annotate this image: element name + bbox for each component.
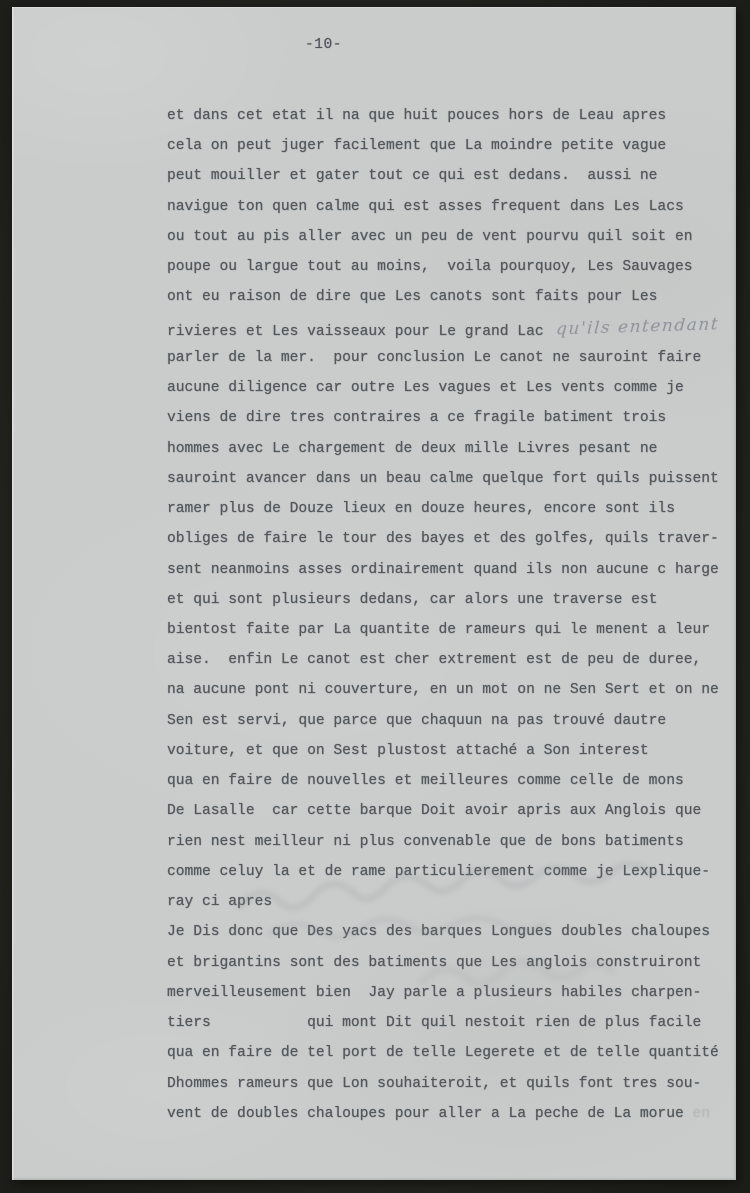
text-line: rivieres et Les vaisseaux pour Le grand Lac qu'ils entendant — [167, 314, 721, 340]
text-line: qua en faire de tel port de telle Legerete et de telle quantité — [167, 1045, 719, 1062]
text-line: comme celuy la et de rame particulierement comme je Lexplique- — [167, 863, 710, 880]
text-line: ou tout au pis aller avec un peu de vent pourvu quil soit en — [167, 228, 693, 245]
text-line: hommes avec Le chargement de deux mille Livres pesant ne — [167, 440, 658, 457]
text-line: ramer plus de Douze lieux en douze heures, encore sont ils — [167, 501, 675, 518]
text-line: et brigantins sont des batiments que Les anglois construiront — [167, 954, 702, 971]
document-page — [12, 7, 736, 1180]
text-line: sauroint avancer dans un beau calme quelque fort quils puissent — [167, 470, 719, 487]
text-line: merveilleusement bien Jay parle a plusieurs habiles charpen- — [167, 984, 702, 1001]
text-line: aucune diligence car outre Les vagues et Les vents comme je — [167, 380, 684, 397]
text-line: et dans cet etat il na que huit pouces hors de Leau apres — [167, 108, 667, 124]
text-line: voiture, et que on Sest plustost attaché a Son interest — [167, 742, 649, 759]
text-line: navigue ton quen calme qui est asses frequent dans Les Lacs — [167, 198, 684, 215]
text-line: ray ci apres — [167, 894, 273, 911]
text-line: et qui sont plusieurs dedans, car alors une traverse est — [167, 591, 658, 608]
faint-word: en — [692, 1105, 710, 1122]
text-line: vent de doubles chaloupes pour aller a La peche de La morue en — [167, 1105, 710, 1122]
text-line: peut mouiller et gater tout ce qui est dedans. aussi ne — [167, 168, 658, 185]
text-line: ont eu raison de dire que Les canots sont faits pour Les — [167, 289, 658, 306]
text-line: qua en faire de nouvelles et meilleures comme celle de mons — [167, 773, 684, 790]
text-line: Dhommes rameurs que Lon souhaiteroit, et quils font tres sou- — [167, 1075, 702, 1092]
text-line: viens de dire tres contraires a ce fragile batiment trois — [167, 410, 667, 427]
text-line: De Lasalle car cette barque Doit avoir apris aux Anglois que — [167, 803, 702, 820]
text-line: cela on peut juger facilement que La moindre petite vague — [167, 138, 667, 155]
text-line: sent neanmoins asses ordinairement quand ils non aucune c harge — [167, 561, 719, 578]
text-line: Je Dis donc que Des yacs des barques Longues doubles chaloupes — [167, 924, 710, 941]
handwritten-annotation: qu'ils entendant — [555, 314, 721, 340]
text-line: na aucune pont ni couverture, en un mot on ne Sen Sert et on ne — [167, 682, 719, 699]
text-line: aise. enfin Le canot est cher extrement est de peu de duree, — [167, 652, 702, 669]
page-number: -10- — [305, 37, 343, 53]
text-line: Sen est servi, que parce que chaquun na pas trouvé dautre — [167, 712, 667, 729]
text-line: obliges de faire le tour des bayes et des golfes, quils traver- — [167, 531, 719, 548]
text-line: poupe ou largue tout au moins, voila pourquoy, Les Sauvages — [167, 259, 693, 276]
typewritten-text-block — [167, 108, 737, 1136]
text-line: parler de la mer. pour conclusion Le canot ne sauroint faire — [167, 349, 702, 366]
text-line: bientost faite par La quantite de rameurs qui le menent a leur — [167, 621, 710, 638]
text-line: tiers qui mont Dit quil nestoit rien de plus facile — [167, 1015, 702, 1032]
text-line: rien nest meilleur ni plus convenable que de bons batiments — [167, 833, 684, 850]
